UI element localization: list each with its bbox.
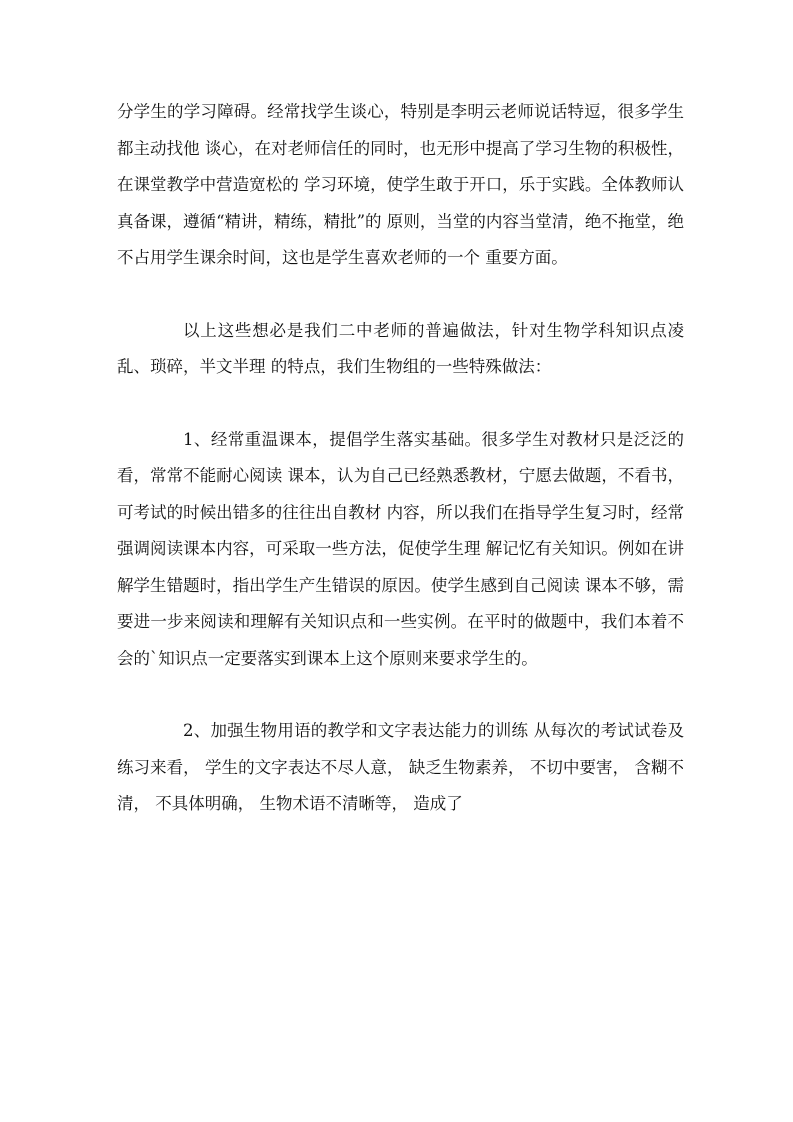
paragraph-3: 1、经常重温课本，提倡学生落实基础。很多学生对教材只是泛泛的看，常常不能耐心阅读 课本，认为自己已经熟悉教材，宁愿去做题，不看书，可考试的时候出错多的往往出自教材 内容，所以我们在指导学生复习时，经常强调阅读课本内容，可采取一些方法，促使学生理 解记忆有关知识。例如在讲解学生错题时，指出学生产生错误的原因。使学生感到自己阅读 课本不够，需要进一步来阅读和理解有关知识点和一些实例。在平时的做题中，我们本着不 会的`知识点一定要落实到课本上这个原则来要求学生的。	[117, 429, 684, 668]
paragraph-2: 以上这些想必是我们二中老师的普遍做法，针对生物学科知识点凌乱、琐碎，半文半理 的特点，我们生物组的一些特殊做法：	[117, 320, 684, 376]
document-body	[117, 94, 684, 823]
paragraph-4: 2、加强生物用语的教学和文字表达能力的训练 从每次的考试试卷及练习来看， 学生的文字表达不尽人意， 缺乏生物素养， 不切中要害， 含糊不清， 不具体明确， 生物术语不清晰等， 造成了	[117, 721, 684, 813]
paragraph-1: 分学生的学习障碍。经常找学生谈心，特别是李明云老师说话特逗，很多学生都主动找他 谈心，在对老师信任的同时，也无形中提高了学习生物的积极性，在课堂教学中营造宽松的 学习环境，使学生敢于开口，乐于实践。全体教师认真备课，遵循“精讲，精练，精批”的 原则，当堂的内容当堂清，绝不拖堂，绝不占用学生课余时间，这也是学生喜欢老师的一个 重要方面。	[117, 102, 684, 267]
